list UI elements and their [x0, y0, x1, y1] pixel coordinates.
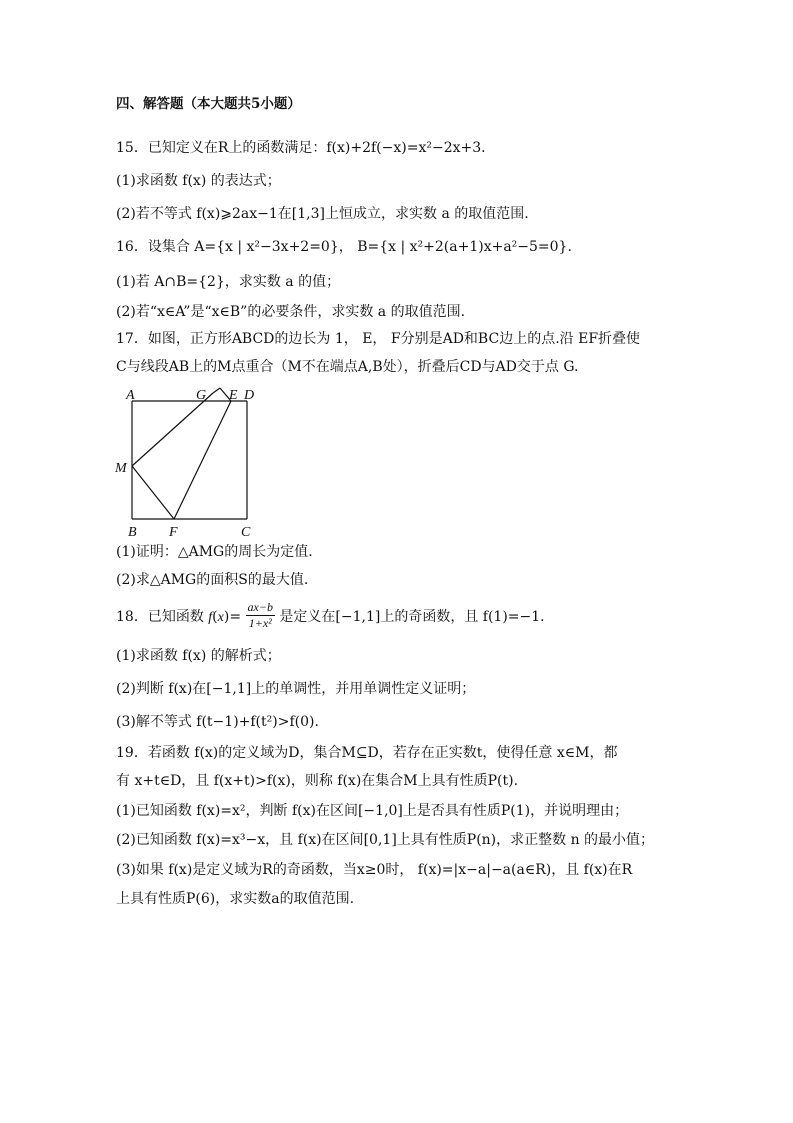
q18-part2: (2)判断 f(x)在[−1,1]上的单调性，并用单调性定义证明；: [116, 681, 476, 697]
segment-MF: [132, 466, 174, 519]
q19-part3-line2: 上具有性质P(6)，求实数a的取值范围.: [116, 891, 355, 907]
q15-part2: (2)若不等式 f(x)⩾2ax−1在[1,3]上恒成立，求实数 a 的取值范围.: [116, 206, 529, 222]
segment-folded-top: [213, 388, 220, 393]
q16-stem: 16．设集合 A={x | x²−3x+2=0}， B={x | x²+2(a+1)x+a²−5=0}.: [116, 239, 572, 255]
q19-part1: (1)已知函数 f(x)=x²，判断 f(x)在区间[−1,0]上是否具有性质P(1)，并说明理由；: [116, 803, 629, 819]
q18-stem: 18．已知函数 f(x)= $\frac{ax-b}{\text{1+x²}}$ 是定义在[−1,1]上的奇函数，且 f(1)=−1．: [116, 600, 555, 630]
q18-part3: (3)解不等式 f(t−1)+f(t²)>f(0)．: [116, 714, 329, 730]
q18-fraction-denominator: 1+x²: [248, 616, 272, 630]
q15-stem: 15．已知定义在R上的函数满足：f(x)+2f(−x)=x²−2x+3．: [116, 140, 496, 156]
q16-part1: (1)若 A∩B={2}，求实数 a 的值；: [116, 274, 341, 290]
q17-stem-line2: C与线段AB上的M点重合（M不在端点A,B处），折叠后CD与AD交于点 G.: [116, 359, 579, 375]
label-C: C: [241, 525, 251, 540]
segment-MG: [132, 393, 213, 466]
label-B: B: [128, 525, 137, 540]
q18-stem-pre: 18．已知函数: [116, 609, 204, 625]
q17-part1: (1)证明：△AMG的周长为定值.: [116, 544, 313, 560]
q18-fraction-numerator: ax−b: [247, 600, 273, 614]
section-title: 四、解答题（本大题共5小题）: [116, 96, 301, 112]
segment-EF: [174, 401, 231, 519]
q18-stem-post: 是定义在[−1,1]上的奇函数，且 f(1)=−1．: [279, 609, 555, 625]
label-E: E: [229, 388, 238, 403]
label-A: A: [126, 388, 135, 403]
label-G: G: [196, 388, 207, 403]
q17-part2: (2)求△AMG的面积S的最大值.: [116, 572, 309, 588]
q19-stem-line1: 19．若函数 f(x)的定义域为D，集合M⊆D，若存在正实数t，使得任意 x∈M，都: [116, 745, 618, 761]
q17-geometry-figure: [112, 384, 262, 540]
q17-stem-line1: 17．如图，正方形ABCD的边长为 1， E， F分别是AD和BC边上的点.沿 EF折叠使: [116, 331, 641, 347]
q15-part1: (1)求函数 f(x) 的表达式；: [116, 173, 281, 189]
q18-part1: (1)求函数 f(x) 的解析式；: [116, 648, 281, 664]
label-F: F: [169, 525, 178, 540]
label-D: D: [244, 388, 255, 403]
q16-part2: (2)若“x∈A”是“x∈B”的必要条件，求实数 a 的取值范围.: [116, 304, 466, 320]
q19-part2: (2)已知函数 f(x)=x³−x，且 f(x)在区间[0,1]上具有性质P(n)，求正整数 n 的最小值；: [116, 832, 655, 848]
q18-fraction: [246, 600, 275, 631]
label-M: M: [115, 461, 127, 476]
q19-stem-line2: 有 x+t∈D，且 f(x+t)>f(x)，则称 f(x)在集合M上具有性质P(t).: [116, 773, 519, 789]
q19-part3-line1: (3)如果 f(x)是定义域为R的奇函数，当x≥0时， f(x)=|x−a|−a(a∈R)，且 f(x)在R: [116, 862, 633, 878]
square-fold-diagram: [112, 384, 262, 540]
